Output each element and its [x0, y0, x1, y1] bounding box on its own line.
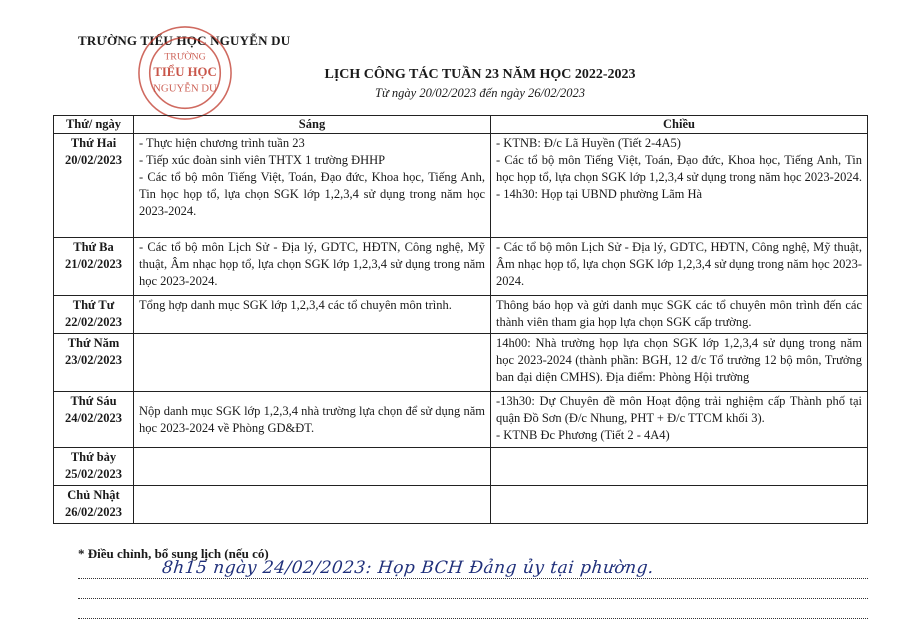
day-name: Thứ Ba — [73, 240, 114, 254]
page-title: LỊCH CÔNG TÁC TUẦN 23 NĂM HỌC 2022-2023 — [324, 67, 636, 82]
day-name: Thứ Tư — [72, 298, 115, 312]
afternoon-cell — [491, 486, 868, 524]
day-cell — [54, 334, 134, 392]
day-cell — [54, 238, 134, 296]
day-date: 25/02/2023 — [65, 467, 122, 481]
day-date: 26/02/2023 — [65, 505, 122, 519]
day-date: 23/02/2023 — [65, 353, 122, 367]
day-name: Thứ Hai — [70, 136, 117, 150]
afternoon-item: 14h00: Nhà trường họp lựa chọn SGK lớp 1,2,3,4 sử dụng trong năm học 2023-2024 (thành phần: BGH, 12 đ/c Tổ trưởng 12 bộ môn, Trưởng ban đại diện CMHS). Địa điểm: Phòng Hội trường — [496, 336, 862, 384]
day-cell — [54, 134, 134, 238]
morning-cell — [134, 486, 491, 524]
morning-cell — [134, 334, 491, 392]
afternoon-item: - 14h30: Họp tại UBND phường Lãm Hà — [496, 187, 703, 201]
afternoon-cell — [491, 296, 868, 334]
stamp-line-1: TRƯỜNG — [164, 51, 206, 63]
morning-item: - Các tổ bộ môn Lịch Sử - Địa lý, GDTC, HĐTN, Công nghệ, Mỹ thuật, Âm nhạc họp tổ, lựa chọn SGK lớp 1,2,3,4 sử dụng trong năm học 2023-2024. — [139, 240, 485, 288]
day-name: Thứ bảy — [70, 450, 117, 464]
afternoon-cell — [491, 334, 868, 392]
table-row — [54, 134, 868, 238]
afternoon-cell — [491, 392, 868, 448]
handwritten-note: 8h15 ngày 24/02/2023: Họp BCH Đảng ủy tại phường. — [160, 558, 655, 578]
day-name: Chủ Nhật — [67, 488, 120, 502]
notes-label: * Điều chỉnh, bổ sung lịch (nếu có) — [78, 546, 269, 561]
day-name: Thứ Sáu — [70, 394, 117, 408]
table-row — [54, 238, 868, 296]
day-date: 20/02/2023 — [65, 153, 122, 167]
table-row — [54, 486, 868, 524]
afternoon-item: -13h30: Dự Chuyên đề môn Hoạt động trải nghiệm cấp Thành phố tại quận Đồ Sơn (Đ/c Nhung, PHT + Đ/c TTCM khối 3). — [496, 394, 862, 425]
dotted-line — [78, 618, 868, 619]
header-day: Thứ/ ngày — [54, 116, 134, 134]
header-morning: Sáng — [134, 116, 491, 134]
table-row — [54, 296, 868, 334]
morning-cell — [134, 448, 491, 486]
morning-cell — [134, 134, 491, 238]
school-name: TRƯỜNG TIỂU HỌC NGUYỄN DU — [78, 33, 291, 48]
dotted-line — [78, 598, 868, 599]
morning-item: - Tiếp xúc đoàn sinh viên THTX 1 trường ĐHHP — [139, 153, 386, 167]
day-name: Thứ Năm — [67, 336, 120, 350]
day-cell — [54, 448, 134, 486]
stamp-line-2: TIỂU HỌC — [153, 64, 217, 79]
table-row — [54, 334, 868, 392]
morning-cell — [134, 296, 491, 334]
day-cell — [54, 296, 134, 334]
day-date: 24/02/2023 — [65, 411, 122, 425]
afternoon-cell — [491, 238, 868, 296]
stamp-line-3: NGUYỄN DU — [153, 82, 217, 95]
afternoon-item: - KTNB: Đ/c Lã Huyền (Tiết 2-4A5) — [496, 136, 681, 150]
day-cell — [54, 486, 134, 524]
afternoon-item: - KTNB Đc Phương (Tiết 2 - 4A4) — [496, 428, 670, 442]
afternoon-item: Thông báo họp và gửi danh mục SGK các tổ chuyên môn trình đến các thành viên tham gia họp lựa chọn SGK cấp trường. — [496, 298, 862, 329]
afternoon-item: - Các tổ bộ môn Lịch Sử - Địa lý, GDTC, HĐTN, Công nghệ, Mỹ thuật, Âm nhạc họp tổ, lựa chọn SGK lớp 1,2,3,4 sử dụng trong năm học 2023-2024. — [496, 240, 862, 288]
morning-item: - Thực hiện chương trình tuần 23 — [139, 136, 305, 150]
schedule-table — [53, 115, 868, 524]
morning-item: Tổng hợp danh mục SGK lớp 1,2,3,4 các tổ chuyên môn trình. — [139, 298, 452, 312]
morning-cell — [134, 392, 491, 448]
day-cell — [54, 392, 134, 448]
table-header-row — [54, 116, 868, 134]
morning-item: Nộp danh mục SGK lớp 1,2,3,4 nhà trường lựa chọn để sử dụng năm học 2023-2024 về Phòng GD&ĐT. — [139, 403, 485, 435]
page-subtitle: Từ ngày 20/02/2023 đến ngày 26/02/2023 — [375, 86, 585, 100]
day-date: 22/02/2023 — [65, 315, 122, 329]
table-row — [54, 392, 868, 448]
afternoon-cell — [491, 448, 868, 486]
afternoon-item: - Các tổ bộ môn Tiếng Việt, Toán, Đạo đức, Khoa học, Tiếng Anh, Tin học họp tổ, lựa chọn SGK lớp 1,2,3,4 sử dụng trong năm học 2023-2024. — [496, 153, 862, 184]
header-afternoon: Chiều — [491, 116, 868, 134]
day-date: 21/02/2023 — [65, 257, 122, 271]
morning-cell — [134, 238, 491, 296]
table-row — [54, 448, 868, 486]
morning-item: - Các tổ bộ môn Tiếng Việt, Toán, Đạo đức, Khoa học, Tiếng Anh, Tin học họp tổ, lựa chọn SGK lớp 1,2,3,4 sử dụng trong năm học 2023-2024. — [139, 170, 485, 218]
afternoon-cell — [491, 134, 868, 238]
dotted-line — [78, 578, 868, 579]
